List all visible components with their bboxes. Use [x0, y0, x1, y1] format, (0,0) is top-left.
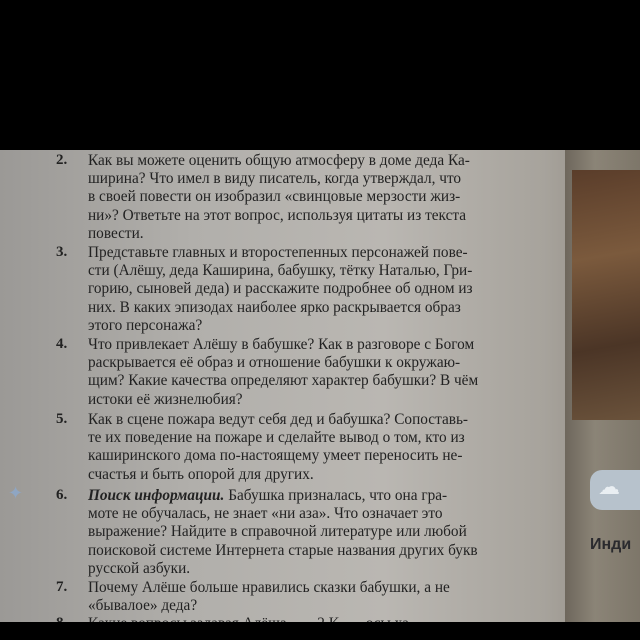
- text-line: повести.: [88, 224, 144, 242]
- text-line: щим? Какие качества определяют характер бабушки? В чём: [88, 372, 479, 390]
- text-line: сти (Алёшу, деда Каширина, бабушку, тётку Наталью, Гри-: [88, 262, 473, 280]
- text-line: них. В каких эпизодах наиболее ярко раскрывается образ: [88, 298, 461, 316]
- text-line: этого персонажа?: [88, 316, 203, 334]
- text-line: моте не обучалась, не знает «ни аза». Что означает это: [88, 505, 443, 523]
- text-line: Как в сцене пожара ведут себя дед и бабушка? Сопоставь-: [88, 411, 469, 428]
- question-text: [88, 411, 588, 484]
- text-line: счастья и быть опорой для других.: [88, 465, 314, 483]
- text-line: истоки её жизнелюбия?: [88, 390, 243, 408]
- question-text: [88, 579, 588, 615]
- question-number: 2.: [56, 152, 68, 168]
- text-line: выражение? Найдите в справочной литературе или любой: [88, 523, 467, 541]
- question-number: 6.: [56, 487, 68, 503]
- question-text: [88, 152, 588, 243]
- text-line-rest: Бабушка призналась, что она гра-: [224, 487, 448, 504]
- question-number: 4.: [56, 336, 68, 352]
- left-margin-icon: ✦: [8, 483, 24, 503]
- text-line: ни»? Ответьте на этот вопрос, используя цитаты из текста: [88, 206, 467, 224]
- text-line: [88, 487, 588, 505]
- question-text: [88, 336, 588, 409]
- text-line: те их поведение на пожаре и сделайте вывод о том, кто из: [88, 429, 465, 447]
- text-line: раскрывается её образ и отношение бабушки к окружаю-: [88, 354, 461, 372]
- text-line: русской азбуки.: [88, 559, 191, 577]
- top-black-band: [0, 0, 640, 150]
- question-text: [88, 487, 588, 578]
- text-line: поисковой системе Интернета старые названия других букв: [88, 541, 478, 559]
- text-line: ширина? Что имел в виду писатель, когда утверждал, что: [88, 170, 462, 188]
- question-number: 7.: [56, 579, 68, 595]
- side-heading-fragment: Инди: [590, 536, 632, 553]
- text-line: Что привлекает Алёшу в бабушке? Как в разговоре с Богом: [88, 336, 475, 353]
- cloud-icon: ☁: [598, 474, 620, 499]
- text-line: в своей повести он изобразил «свинцовые мерзости жиз-: [88, 188, 461, 206]
- text-line: Как вы можете оценить общую атмосферу в доме деда Ка-: [88, 152, 470, 169]
- text-line: Представьте главных и второстепенных персонажей пове-: [88, 244, 468, 261]
- question-text: [88, 244, 588, 335]
- text-line: Почему Алёше больше нравились сказки бабушки, а не: [88, 579, 450, 596]
- question-number: 3.: [56, 244, 68, 260]
- question-number: 5.: [56, 411, 68, 427]
- text-line: горию, сыновей деда) и расскажите подробнее об одном из: [88, 280, 473, 298]
- text-line: «бывалое» деда?: [88, 597, 198, 615]
- task-heading: Поиск информации.: [88, 487, 225, 504]
- text-line: каширинского дома по-настоящему умеет переносить не-: [88, 447, 463, 465]
- bottom-black-band: [0, 622, 640, 640]
